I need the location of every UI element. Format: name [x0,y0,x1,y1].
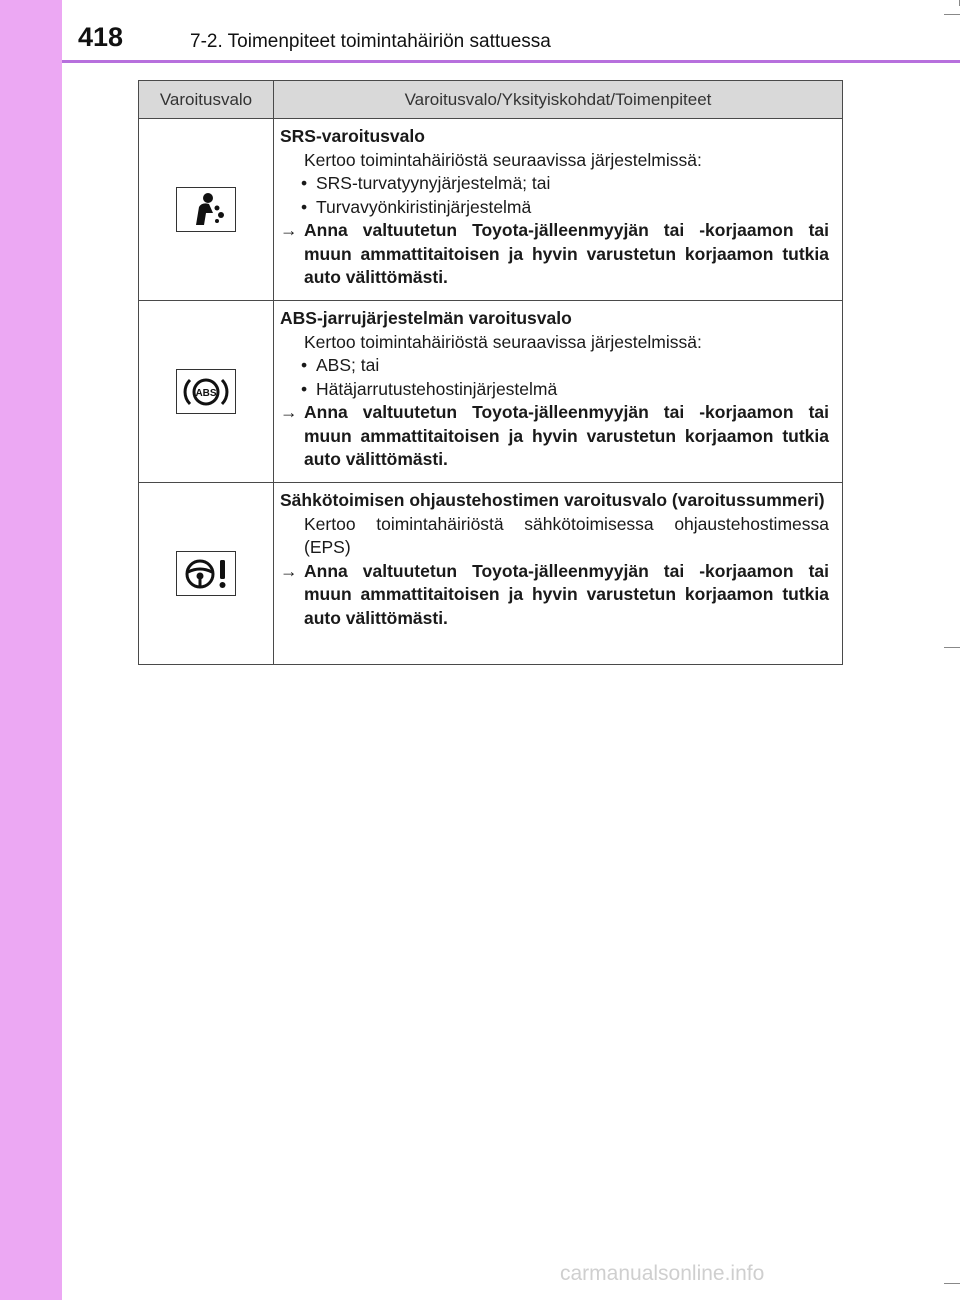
row-title: ABS-jarrujärjestelmän varoitusvalo [280,308,572,328]
row-description: Kertoo toimintahäiriöstä seuraavissa järjestelmissä: [304,149,702,170]
chapter-side-band [0,0,62,1300]
row-title: SRS-varoitusvalo [280,126,425,146]
action-instruction [280,560,829,631]
header-rule [62,60,960,63]
icon-cell [139,301,274,483]
action-text: Anna valtuutetun Toyota-jälleenmyyjän tai -korjaamon tai muun ammattitaitoisen ja hyvin varustetun korjaamon tutkia auto välittömästi. [304,220,829,287]
section-title: 7-2. Toimenpiteet toimintahäiriön sattuessa [190,31,551,52]
table-row [139,483,843,665]
column-header-details: Varoitusvalo/Yksityiskohdat/Toimenpiteet [274,81,843,119]
arrow-icon: → [280,402,298,422]
page-number: 418 [78,22,124,52]
row-description: Kertoo toimintahäiriöstä seuraavissa järjestelmissä: [304,331,702,352]
details-cell [274,119,843,301]
list-item-text: Turvavyönkiristinjärjestelmä [316,196,532,217]
action-text: Anna valtuutetun Toyota-jälleenmyyjän tai -korjaamon tai muun ammattitaitoisen ja hyvin varustetun korjaamon tutkia auto välittömästi. [304,560,829,628]
arrow-icon: → [280,220,298,240]
crop-mark [944,1283,960,1284]
list-item: • Turvavyönkiristinjärjestelmä [301,196,532,217]
list-item-text: ABS; tai [316,355,380,375]
row-description: Kertoo toimintahäiriöstä sähkötoimisessa ohjaustehostimessa (EPS) [304,513,829,557]
list-item: • Hätäjarrutustehostinjärjestelmä [301,378,558,399]
icon-cell [139,119,274,301]
list-item-text: Hätäjarrutustehostinjärjestelmä [316,378,558,399]
action-text: Anna valtuutetun Toyota-jälleenmyyjän tai -korjaamon tai muun ammattitaitoisen ja hyvin varustetun korjaamon tutkia auto välittömästi. [304,402,829,469]
airbag-warning-icon [176,187,236,232]
table-row [139,301,843,483]
list-item: • ABS; tai [301,355,380,375]
action-instruction [280,219,829,290]
row-title: Sähkötoimisen ohjaustehostimen varoitusvalo (varoitussummeri) [280,490,825,510]
list-item: • SRS-turvatyynyjärjestelmä; tai [301,173,551,193]
list-item-text: SRS-turvatyynyjärjestelmä; tai [316,173,551,193]
crop-mark [944,647,960,648]
details-cell [274,483,843,665]
warning-light-table [138,80,843,665]
action-instruction [280,401,829,472]
table-header-row [139,81,843,119]
arrow-icon: → [280,560,298,581]
column-header-light: Varoitusvalo [139,81,274,119]
details-cell [274,301,843,483]
svg-text:ABS: ABS [195,388,217,399]
eps-warning-icon [176,551,236,596]
icon-cell [139,483,274,665]
abs-warning-icon [176,369,236,414]
watermark: carmanualsonline.info [560,1262,765,1285]
crop-mark [944,14,960,15]
table-row [139,119,843,301]
